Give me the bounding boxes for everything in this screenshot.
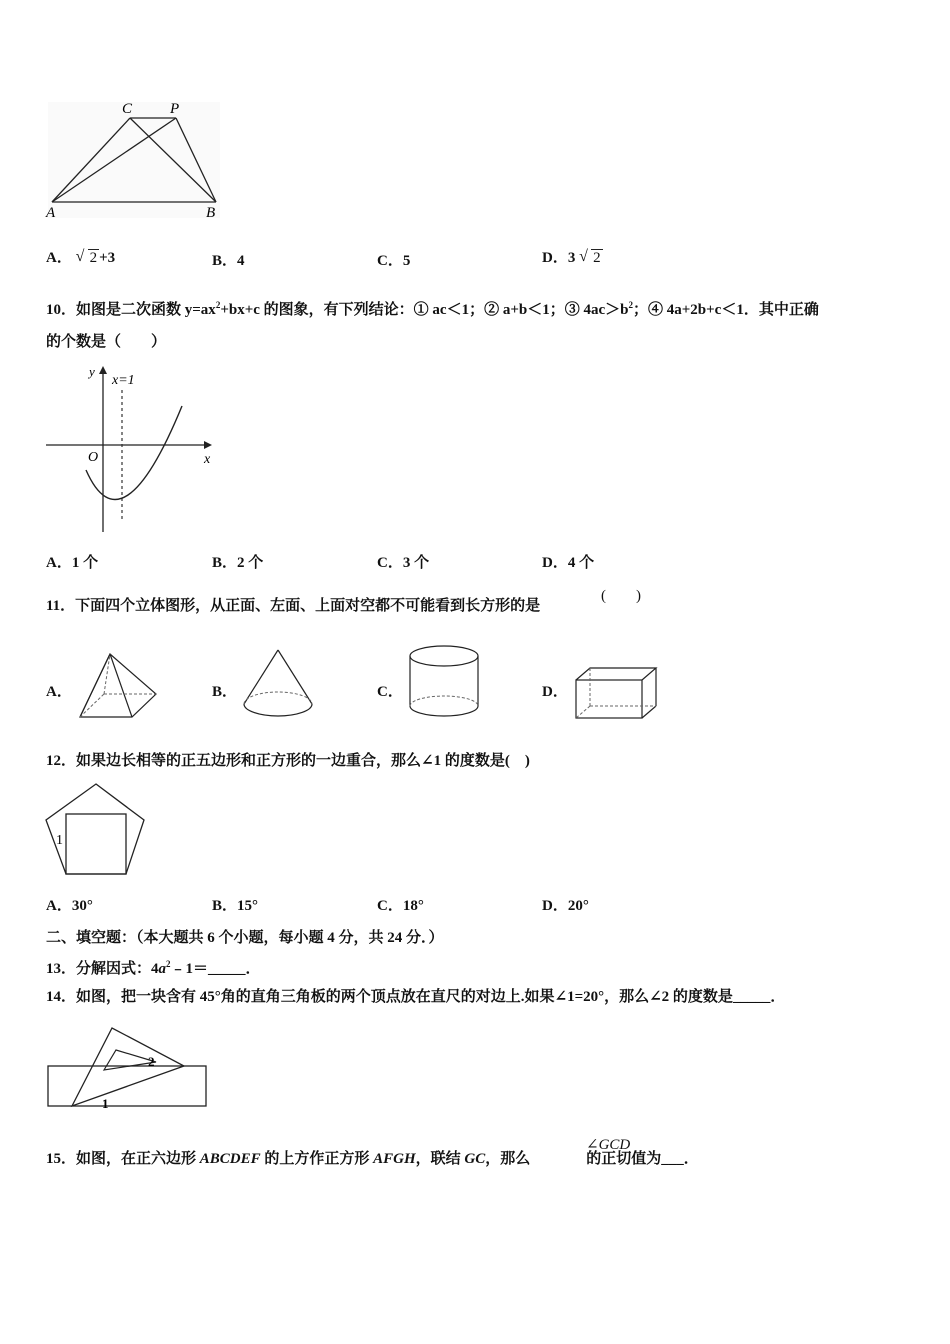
q14-stem: 14．如图，把一块含有 45°角的直角三角板的两个顶点放在直尺的对边上.如果∠1=20°，那么∠2 的度数是_____．	[46, 989, 786, 1005]
q11-option-c[interactable]: C．	[377, 684, 403, 700]
q9-option-d[interactable]	[542, 246, 603, 267]
q12-option-c[interactable]: C．18°	[377, 898, 424, 914]
q12-option-b[interactable]: B．15°	[212, 898, 259, 914]
q15-angle-expression: ∠GCD	[586, 1137, 631, 1153]
q10-stem-sup2: 2	[628, 300, 633, 310]
q10-parabola-figure	[44, 362, 219, 534]
q11-option-a[interactable]: A．	[46, 684, 72, 700]
q13-prefix: 13．分解因式：4	[46, 961, 159, 977]
q9-option-a-radicand: 2	[89, 250, 98, 266]
q14-ruler-triangle-figure	[44, 1024, 212, 1112]
q11-stem: 11．下面四个立体图形，从正面、左面、上面对空都不可能看到长方形的是	[46, 598, 541, 614]
q10-stem-part-a: 10．如图是二次函数 y=ax	[46, 302, 216, 318]
section-2-heading: 二、填空题：（本大题共 6 个小题，每小题 4 分，共 24 分．）	[46, 930, 444, 946]
q9-option-c-text: 5	[402, 253, 411, 269]
q10-label-x: x	[204, 452, 211, 467]
q14-angle-2-label: 2	[148, 1054, 155, 1069]
q9-option-c[interactable]	[377, 249, 410, 270]
q10-stem-part-c: ；④ 4a+2b+c＜1．其中正确	[632, 302, 819, 318]
q12-option-a[interactable]: A．30°	[46, 898, 93, 914]
q10-stem-line2: 的个数是（ ）	[46, 334, 167, 350]
q9-option-b[interactable]	[212, 249, 245, 270]
q15-segment-name: GC	[464, 1151, 486, 1167]
q10-label-o: O	[88, 450, 99, 465]
q11-option-d[interactable]: D．	[542, 684, 568, 700]
q9-option-b-letter: B．	[212, 253, 238, 269]
q9-option-d-letter: D．	[542, 250, 568, 266]
q13-suffix: ﹣1＝_____．	[170, 961, 261, 977]
q10-label-axis: x=1	[112, 373, 135, 388]
q9-option-a-letter: A．	[46, 250, 72, 266]
q9-option-d-prefix: 3	[567, 250, 576, 266]
q15-part5: 的正切值为___．	[586, 1151, 699, 1167]
q9-option-a[interactable]	[46, 246, 115, 267]
sqrt-symbol	[76, 250, 100, 267]
q10-stem-sup: 2	[215, 300, 221, 310]
q11-cuboid-figure[interactable]	[572, 664, 662, 722]
q12-option-d[interactable]: D．20°	[542, 898, 589, 914]
q9-label-c: C	[122, 101, 133, 117]
q15-square-name: AFGH	[373, 1151, 416, 1167]
q12-pentagon-square-figure	[40, 780, 150, 880]
q9-option-d-radicand: 2	[593, 250, 601, 266]
q9-label-b: B	[206, 205, 216, 221]
q11-pyramid-figure[interactable]	[74, 650, 160, 722]
q15-part1: 15．如图，在正六边形	[46, 1151, 200, 1167]
q11-cylinder-figure[interactable]	[406, 642, 484, 722]
q11-option-b[interactable]: B．	[212, 684, 238, 700]
q15-hexagon-name: ABCDEF	[199, 1151, 261, 1167]
q15-part4: ，那么	[485, 1151, 531, 1167]
q9-option-c-letter: C．	[377, 253, 403, 269]
sqrt-symbol	[579, 250, 603, 267]
q15-part2: 的上方作正方形	[260, 1151, 374, 1167]
q10-stem-line1	[46, 296, 819, 319]
q9-label-a: A	[46, 205, 56, 221]
q10-label-y: y	[89, 364, 95, 379]
q11-bracket: ( )	[601, 588, 641, 604]
q12-stem: 12．如果边长相等的正五边形和正方形的一边重合，那么∠1 的度数是( )	[46, 753, 530, 769]
q13-variable: a	[158, 961, 167, 977]
q13-stem	[46, 955, 261, 978]
q10-option-b[interactable]: B．2 个	[212, 555, 264, 571]
q9-figure	[44, 96, 224, 224]
q10-option-c[interactable]: C．3 个	[377, 555, 430, 571]
q9-option-b-text: 4	[237, 253, 245, 269]
q15-part3: ，联结	[415, 1151, 465, 1167]
q13-exponent: 2	[166, 959, 171, 969]
q14-angle-1-label: 1	[102, 1096, 109, 1111]
q9-label-p: P	[170, 101, 180, 117]
q10-stem-part-b: +bx+c 的图象，有下列结论：① ac＜1；② a+b＜1；③ 4ac＞b	[220, 302, 629, 318]
q10-option-d[interactable]: D．4 个	[542, 555, 595, 571]
q12-angle-label: 1	[56, 833, 63, 848]
q10-option-a[interactable]: A．1 个	[46, 555, 99, 571]
q9-option-a-suffix: +3	[99, 250, 116, 266]
q11-cone-figure[interactable]	[238, 646, 320, 722]
